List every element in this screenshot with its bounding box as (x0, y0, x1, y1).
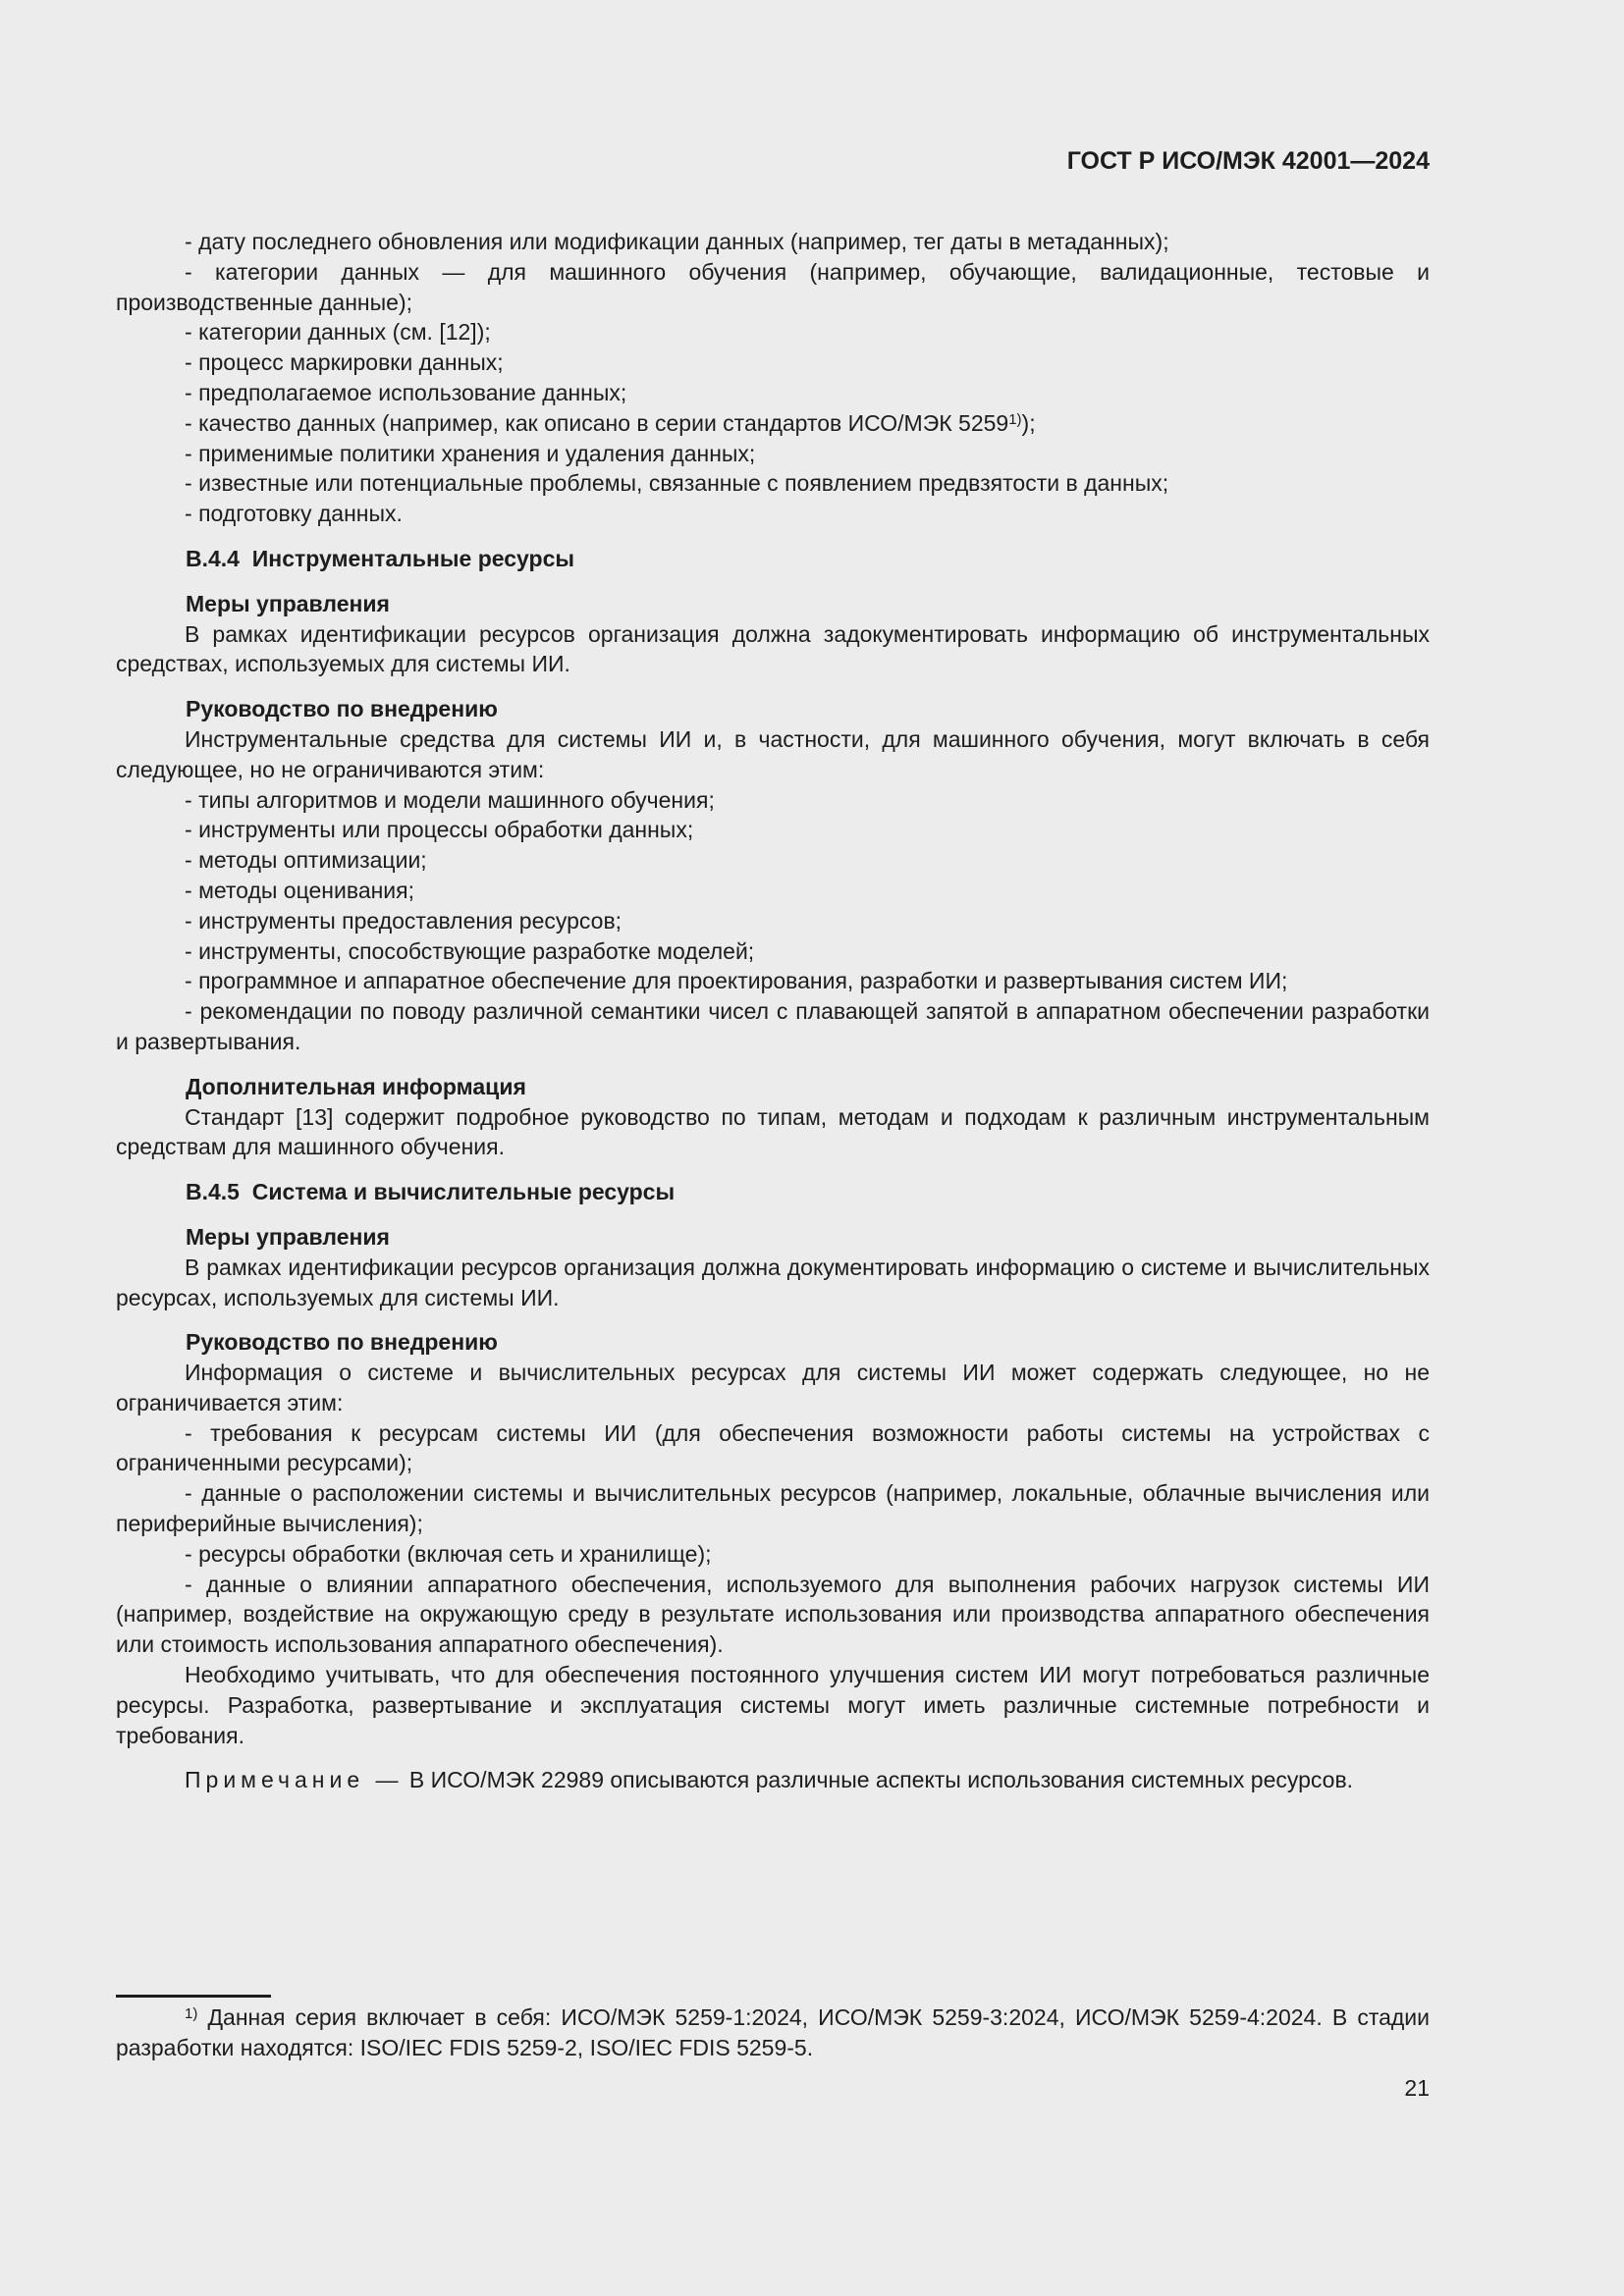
paragraph: Необходимо учитывать, что для обеспечения постоянного улучшения систем ИИ могут потребоваться различные ресурсы. Разработка, развертывание и эксплуатация системы могут иметь различные системные потребности и требования. (116, 1662, 1430, 1748)
section-heading: В.4.4 Инструментальные ресурсы (186, 545, 574, 571)
list-item: - методы оптимизации; (185, 847, 427, 874)
list-item: - процесс маркировки данных; (185, 349, 504, 376)
note-text: В ИСО/МЭК 22989 описываются различные аспекты использования системных ресурсов. (408, 1767, 1354, 1793)
list-item: - методы оценивания; (185, 877, 414, 903)
document-header: ГОСТ Р ИСО/МЭК 42001—2024 (1066, 147, 1430, 175)
list-item: - подготовку данных. (185, 501, 403, 527)
list-item: - предполагаемое использование данных; (185, 379, 627, 405)
note-label: Примечание — (185, 1767, 404, 1793)
paragraph: Стандарт [13] содержит подробное руководство по типам, методам и подходам к различным инструментальным средствам для машинного обучения. (116, 1103, 1430, 1160)
section-heading: В.4.5 Система и вычислительные ресурсы (186, 1179, 676, 1205)
footnote: $^{1)}$ Данная серия включает в себя: ИСО/МЭК 5259-1:2024, ИСО/МЭК 5259-3:2024, ИСО/МЭК 5259-4:2024. В стадии разработки находятся: ISO/IEC FDIS 5259-2, ISO/IEC FDIS 5259-5. (116, 2004, 1430, 2060)
list-item: - инструменты или процессы обработки данных; (185, 817, 694, 843)
subheading: Меры управления (186, 1223, 390, 1250)
footnote-marker: 1) (185, 2005, 198, 2022)
list-item: - данные о влиянии аппаратного обеспечения, используемого для выполнения рабочих нагрузок системы ИИ (например, воздействие на окружающую среду в результате использования или производства аппаратного обеспечения или стоимость использования аппаратного обеспечения). (116, 1571, 1430, 1658)
list-item: - программное и аппаратное обеспечение для проектирования, разработки и развертывания систем ИИ; (185, 968, 1288, 994)
list-item: - ресурсы обработки (включая сеть и хранилище); (185, 1540, 712, 1567)
list-item: - категории данных (см. [12]); (185, 319, 491, 346)
list-item: - рекомендации по поводу различной семантики чисел с плавающей запятой в аппаратном обеспечении разработки и развертывания. (116, 998, 1430, 1054)
list-item: - известные или потенциальные проблемы, связанные с появлением предвзятости в данных; (185, 470, 1169, 497)
list-item: - применимые политики хранения и удаления данных; (185, 440, 756, 466)
paragraph: Информация о системе и вычислительных ресурсах для системы ИИ может содержать следующее, но не ограничивается этим: (116, 1360, 1430, 1415)
paragraph: В рамках идентификации ресурсов организация должна задокументировать информацию об инструментальных средствах, используемых для системы ИИ. (116, 620, 1430, 677)
subheading: Руководство по внедрению (186, 696, 498, 722)
paragraph: Инструментальные средства для системы ИИ и, в частности, для машинного обучения, могут включать в себя следующее, но не ограничиваются этим: (116, 725, 1430, 782)
page-content (116, 227, 1430, 1795)
footnote-ref: 1) (1008, 410, 1022, 428)
list-item: - данные о расположении системы и вычислительных ресурсов (например, локальные, облачные вычисления или периферийные вычисления); (116, 1480, 1430, 1537)
list-item: - требования к ресурсам системы ИИ (для обеспечения возможности работы системы на устройствах с ограниченными ресурсами); (116, 1419, 1430, 1476)
list-item: - инструменты, способствующие разработке моделей; (185, 937, 755, 964)
page-number: 21 (1404, 2075, 1430, 2101)
subheading: Руководство по внедрению (186, 1329, 498, 1356)
list-item: - типы алгоритмов и модели машинного обучения; (185, 786, 715, 813)
footnote-divider (116, 1995, 271, 1998)
list-item: - качество данных (например, как описано в серии стандартов ИСО/МЭК 5259$^{1)}$); (185, 409, 1036, 436)
subheading: Дополнительная информация (186, 1073, 526, 1099)
note (116, 1765, 1430, 1795)
list-item: - категории данных — для машинного обучения (например, обучающие, валидационные, тестовые и производственные данные); (116, 258, 1430, 315)
paragraph: В рамках идентификации ресурсов организация должна документировать информацию о системе и вычислительных ресурсах, используемых для системы ИИ. (116, 1254, 1430, 1310)
list-item: - дату последнего обновления или модификации данных (например, тег даты в метаданных); (185, 229, 1169, 254)
list-item: - инструменты предоставления ресурсов; (185, 907, 623, 934)
subheading: Меры управления (186, 590, 390, 616)
